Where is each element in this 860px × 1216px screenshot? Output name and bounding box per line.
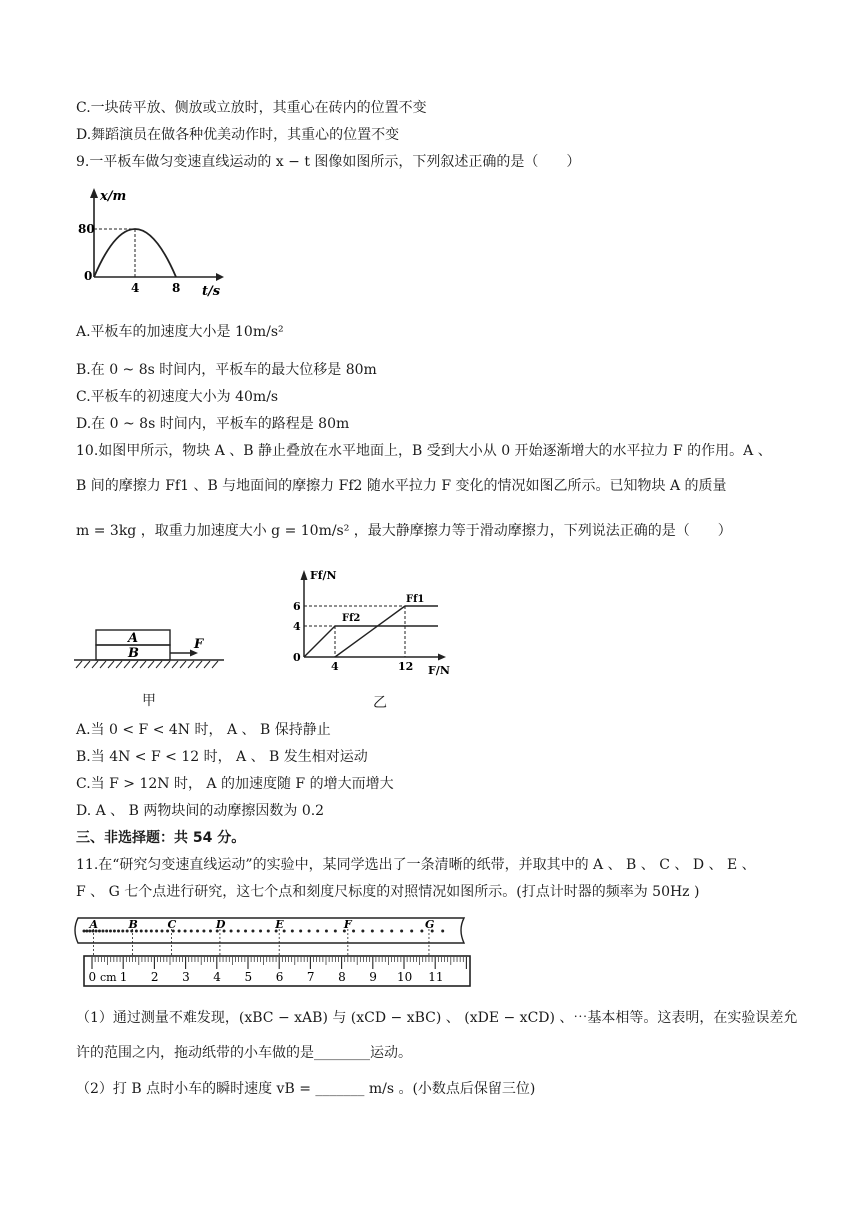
ruler-label-6: 6 xyxy=(275,970,284,984)
tape-point-F: F xyxy=(343,918,352,931)
q9-option-d: D.在 0 ~ 8s 时间内，平板车的路程是 80m xyxy=(76,416,350,432)
ruler-label-10: 10 xyxy=(397,970,413,984)
tape-point-A: A xyxy=(89,918,99,931)
tape-dot xyxy=(121,930,124,933)
q10-graph-x-label: F/N xyxy=(428,664,450,677)
q10-block-b-label: B xyxy=(128,646,139,661)
q11-part2: （2）打 B 点时小车的瞬时速度 vB = _______ m/s 。(小数点后保留三位) xyxy=(76,1081,536,1097)
q9-y-tick-80: 80 xyxy=(78,222,95,236)
tape-point-G: G xyxy=(424,918,435,931)
tape-dot xyxy=(316,930,319,933)
tape-dot xyxy=(113,930,116,933)
ruler-unit-label: cm xyxy=(100,971,117,984)
q9-x-tick-8: 8 xyxy=(172,281,181,295)
q10-stem-line1: 10.如图甲所示，物块 A 、B 静止叠放在水平地面上，B 受到大小从 0 开始逐渐增大的水平拉力 F 的作用。A 、 xyxy=(76,443,772,459)
q11-tape-ruler-figure xyxy=(72,912,472,990)
tape-dot xyxy=(109,930,112,933)
tape-dot xyxy=(98,930,101,933)
ruler-label-11: 11 xyxy=(428,970,444,984)
q10-option-a: A.当 0 < F < 4N 时， A 、 B 保持静止 xyxy=(76,722,331,738)
q10-graph-label-f2: Ff2 xyxy=(342,613,361,624)
tape-dot xyxy=(105,930,108,933)
q11-stem-line2: F 、 G 七个点进行研究，这七个点和刻度尺标度的对照情况如图所示。(打点计时器的频率为 50Hz ) xyxy=(76,884,700,900)
tape-dot xyxy=(244,930,247,933)
q9-xt-graph xyxy=(78,182,238,302)
tape-dot xyxy=(400,930,403,933)
q10-force-label: F xyxy=(194,637,204,652)
q9-stem: 9.一平板车做匀变速直线运动的 x − t 图像如图所示，下列叙述正确的是（ ） xyxy=(76,154,581,170)
tape-dot xyxy=(178,930,181,933)
q10-graph-y-tick-6: 6 xyxy=(293,600,301,613)
tape-dot xyxy=(267,930,270,933)
ruler-label-9: 9 xyxy=(369,970,377,984)
q9-option-b: B.在 0 ~ 8s 时间内，平板车的最大位移是 80m xyxy=(76,362,377,378)
q10-caption-a: 甲 xyxy=(142,693,156,709)
q9-x-tick-4: 4 xyxy=(131,281,140,295)
tape-dot xyxy=(101,930,104,933)
q11-stem-line1: 11.在“研究匀变速直线运动”的实验中，某同学选出了一条清晰的纸带，并取其中的 A 、 B 、 C 、 D 、 E 、 xyxy=(76,857,756,873)
tape-dot xyxy=(325,930,328,933)
tape-dot xyxy=(291,930,294,933)
q9-option-a: A.平板车的加速度大小是 10m/s² xyxy=(76,324,284,340)
tape-dot xyxy=(410,930,413,933)
tape-dot xyxy=(140,930,143,933)
tape-dot xyxy=(299,930,302,933)
q10-caption-b: 乙 xyxy=(373,695,387,711)
tape-dot xyxy=(334,930,337,933)
q10-graph-y-label: Ff/N xyxy=(310,569,337,582)
ruler-label-2: 2 xyxy=(150,970,159,984)
q10-option-b: B.当 4N < F < 12 时， A 、 B 发生相对运动 xyxy=(76,749,368,765)
tape-dot xyxy=(237,930,240,933)
q9-origin: 0 xyxy=(84,269,93,283)
tape-dot xyxy=(202,930,205,933)
q10-fig-blocks xyxy=(70,620,230,676)
tape-dot xyxy=(117,930,120,933)
q9-y-label: x/m xyxy=(100,189,127,204)
q10-option-c: C.当 F > 12N 时， A 的加速度随 F 的增大而增大 xyxy=(76,776,394,792)
q10-graph-label-f1: Ff1 xyxy=(406,594,425,605)
tape-dot xyxy=(371,930,374,933)
q10-option-d: D. A 、 B 两物块间的动摩擦因数为 0.2 xyxy=(76,803,325,819)
q10-graph-x-tick-12: 12 xyxy=(398,660,414,673)
q10-block-a-label: A xyxy=(128,631,139,646)
q10-graph-x-tick-4: 4 xyxy=(331,660,339,673)
tape-dot xyxy=(230,930,233,933)
tape-dot xyxy=(420,930,423,933)
tape-dot xyxy=(83,930,86,933)
tape-dot xyxy=(209,930,212,933)
tape-dot xyxy=(352,930,355,933)
q8-option-d: D.舞蹈演员在做各种优美动作时，其重心的位置不变 xyxy=(76,127,400,143)
tape-dot xyxy=(190,930,193,933)
tape-dot xyxy=(184,930,187,933)
tape-dot xyxy=(308,930,311,933)
q10-graph-y-tick-4: 4 xyxy=(293,620,301,633)
q10-graph-origin: 0 xyxy=(293,651,301,664)
tape-dot xyxy=(150,930,153,933)
tape-dot xyxy=(85,930,88,933)
tape-point-C: C xyxy=(167,918,177,931)
ruler-label-8: 8 xyxy=(338,970,346,984)
tape-dot xyxy=(380,930,383,933)
ruler-label-1: 1 xyxy=(119,970,128,984)
section-3-heading: 三、非选择题：共 54 分。 xyxy=(76,830,246,846)
ruler-label-0: 0 xyxy=(88,970,97,984)
ruler-label-7: 7 xyxy=(306,970,315,984)
tape-dot xyxy=(251,930,254,933)
tape-point-B: B xyxy=(128,918,138,931)
q10-stem-line3: m = 3kg ，取重力加速度大小 g = 10m/s² ，最大静摩擦力等于滑动摩擦力，下列说法正确的是（ ） xyxy=(76,523,732,539)
tape-dot xyxy=(441,930,444,933)
tape-dot xyxy=(155,930,158,933)
q11-part1-line2: 许的范围之内，拖动纸带的小车做的是________运动。 xyxy=(76,1045,412,1061)
tape-dot xyxy=(160,930,163,933)
ruler-label-5: 5 xyxy=(244,970,253,984)
tape-dot xyxy=(145,930,148,933)
ruler-label-4: 4 xyxy=(213,970,221,984)
tape-dot xyxy=(390,930,393,933)
tape-point-E: E xyxy=(275,918,284,931)
tape-point-D: D xyxy=(215,918,226,931)
q10-stem-line2: B 间的摩擦力 Ff1 、B 与地面间的摩擦力 Ff2 随水平拉力 F 变化的情况如图乙所示。已知物块 A 的质量 xyxy=(76,478,727,494)
q10-fig-graph xyxy=(288,564,460,682)
q8-option-c: C.一块砖平放、侧放或立放时，其重心在砖内的位置不变 xyxy=(76,100,427,116)
tape-dot xyxy=(196,930,199,933)
q11-part1-line1: （1）通过测量不难发现，(xBC − xAB) 与 (xCD − xBC) 、 (xDE − xCD) 、⋯基本相等。这表明，在实验误差允 xyxy=(76,1010,798,1026)
tape-dot xyxy=(361,930,364,933)
tape-dot xyxy=(259,930,262,933)
q9-option-c: C.平板车的初速度大小为 40m/s xyxy=(76,389,279,405)
ruler-label-3: 3 xyxy=(182,970,190,984)
q9-x-label: t/s xyxy=(202,284,221,299)
